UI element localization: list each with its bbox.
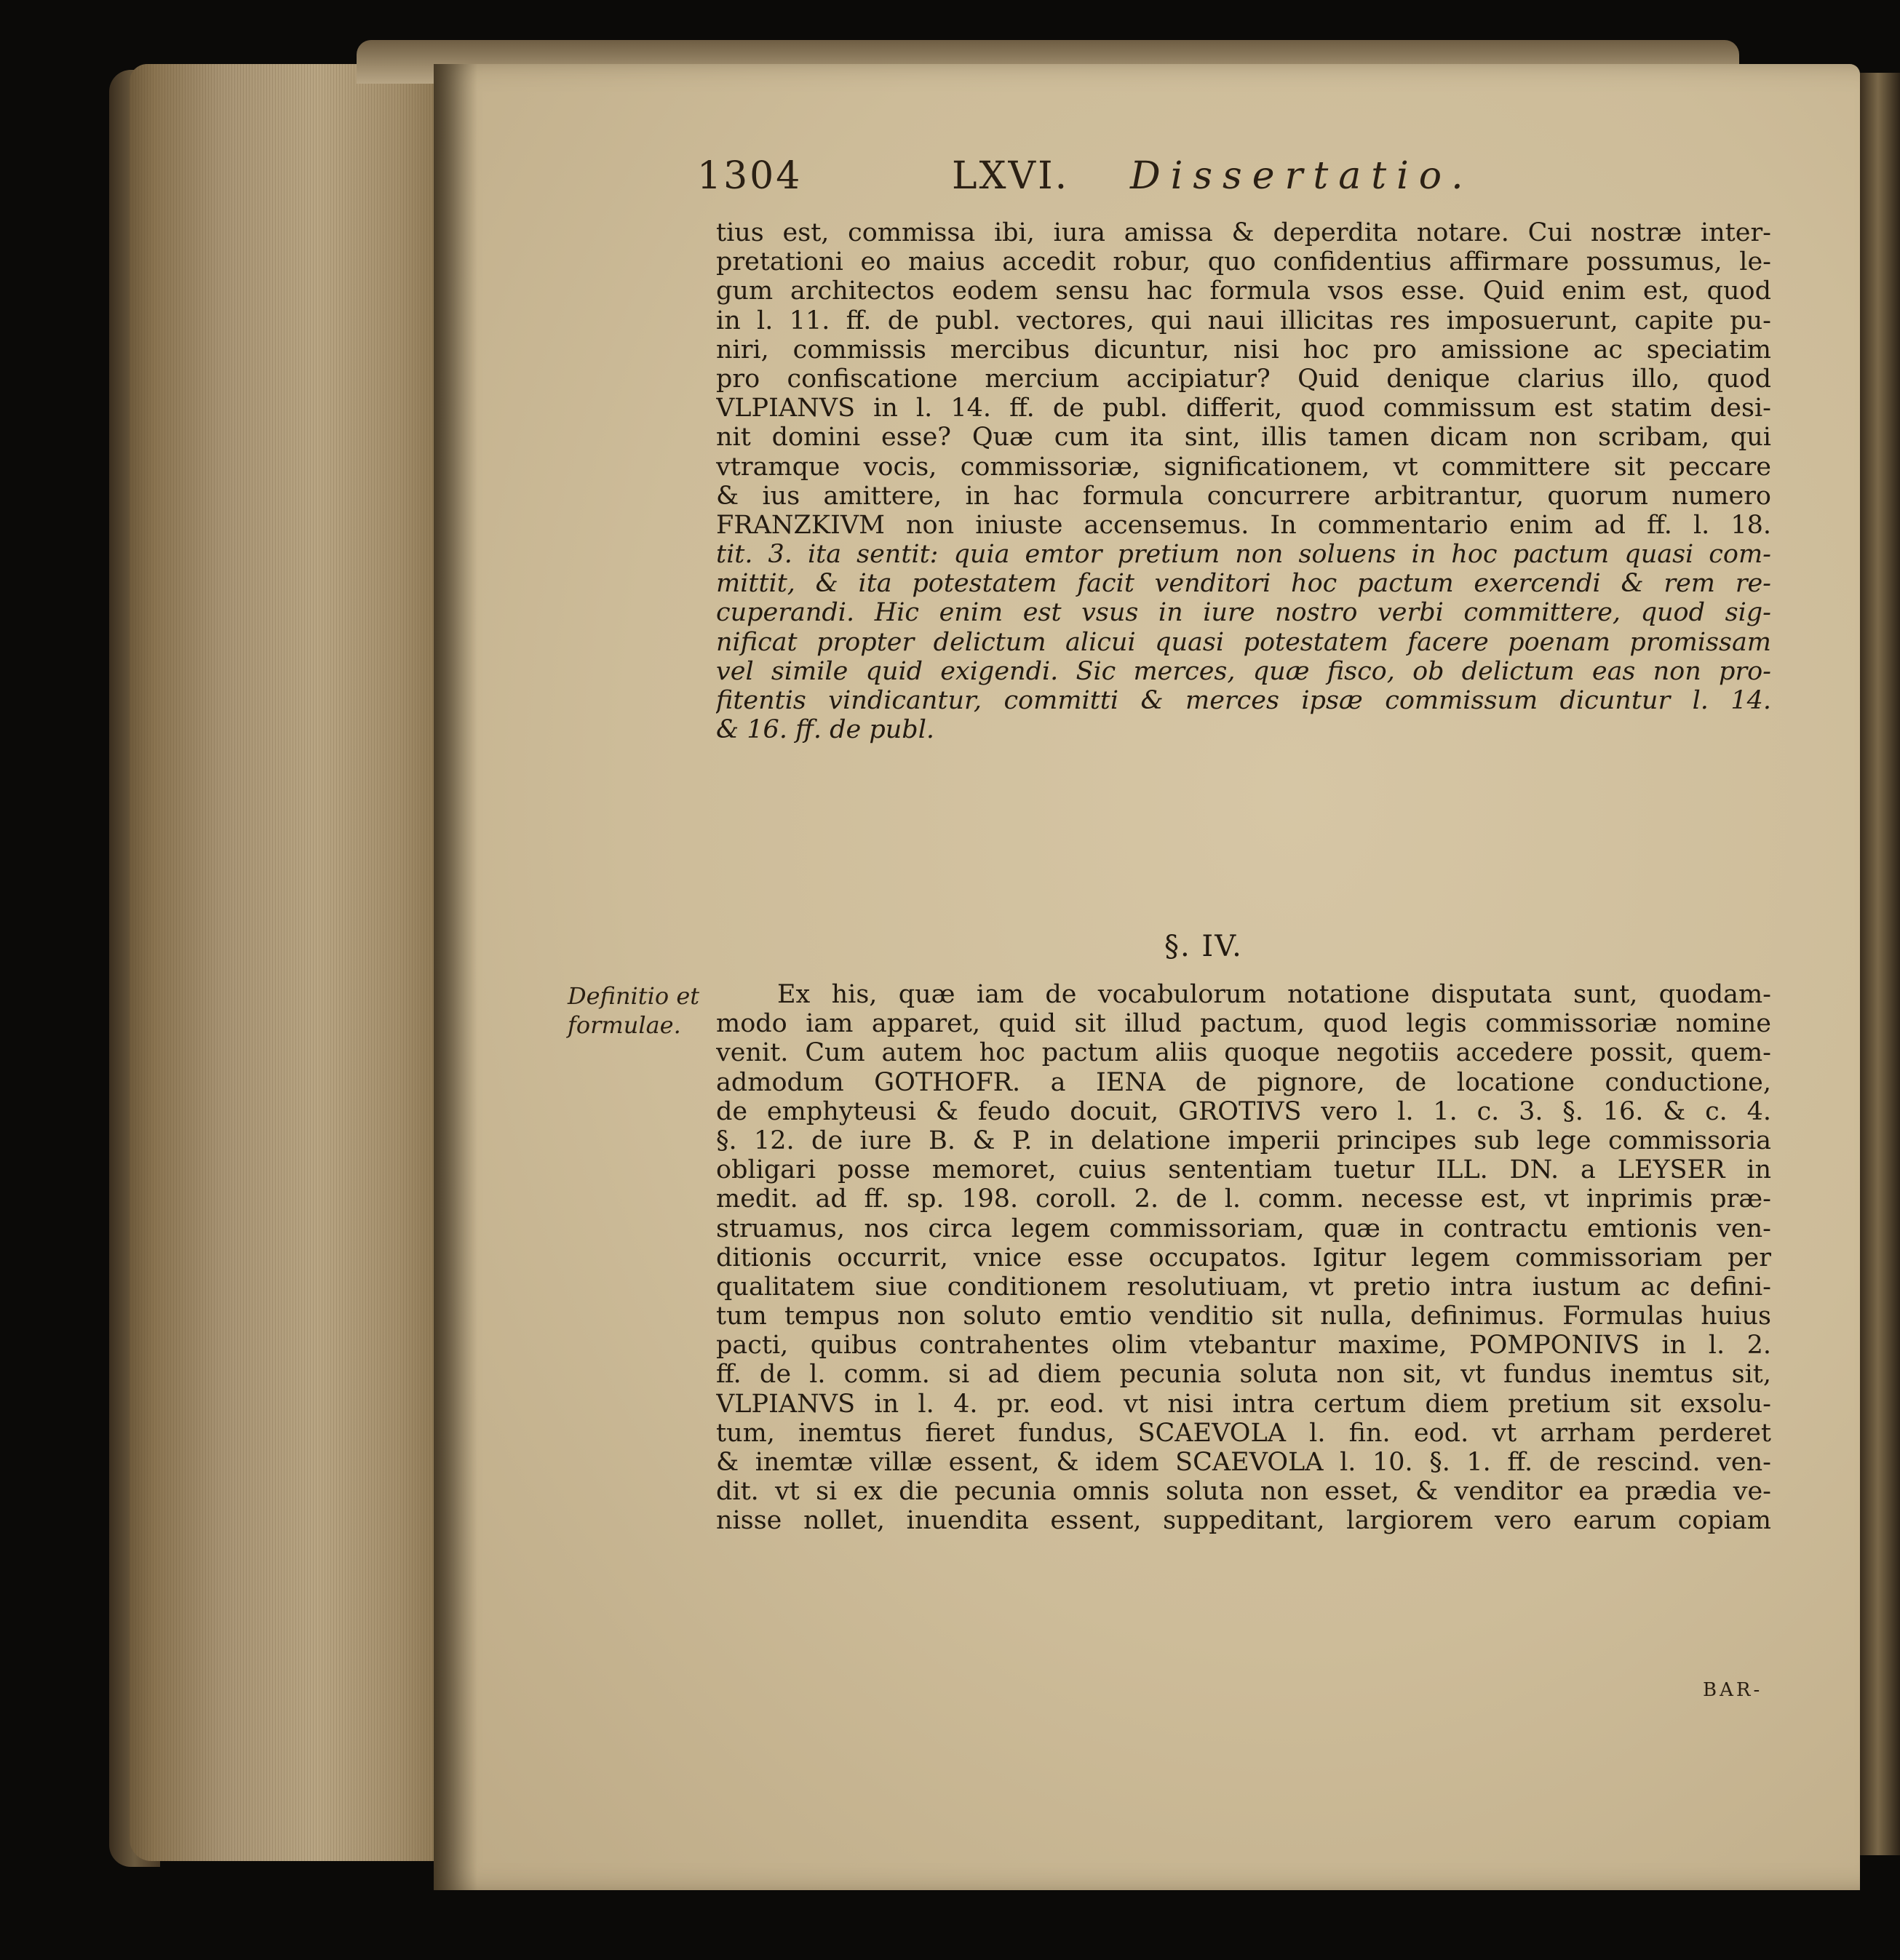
text-line: tit. 3. ita sentit: quia emtor pretium non soluens in hoc pactum quasi com-	[716, 540, 1771, 570]
paragraph-2	[716, 980, 1771, 1536]
text-line: nificat propter delictum alicui quasi potestatem facere poenam promissam	[716, 627, 1771, 657]
text-line: & 16. ff. de publ.	[716, 715, 935, 745]
text-line: ff. de l. comm. si ad diem pecunia soluta non sit, vt fundus inemtus sit,	[716, 1360, 1771, 1390]
text-line: pro confiscatione mercium accipiatur? Quid denique clarius illo, quod	[716, 364, 1771, 394]
text-line: nisse nollet, inuendita essent, suppeditant, largiorem vero earum copiam	[716, 1506, 1771, 1536]
text-line: de emphyteusi & feudo docuit, GROTIVS vero l. 1. c. 3. §. 16. & c. 4.	[716, 1096, 1771, 1126]
text-line: tum tempus non soluto emtio venditio sit nulla, definimus. Formulas huius	[716, 1302, 1771, 1331]
text-line: vtramque vocis, commissoriæ, significationem, vt committere sit peccare	[716, 452, 1771, 482]
text-line: admodum GOTHOFR. a IENA de pignore, de locatione conductione,	[716, 1067, 1771, 1097]
text-line: struamus, nos circa legem commissoriam, quæ in contractu emtionis ven-	[716, 1214, 1771, 1243]
section-heading: §. IV.	[1164, 930, 1243, 963]
text-line: cuperandi. Hic enim est vsus in iure nostro verbi committere, quod sig-	[716, 598, 1771, 628]
text-line: modo iam apparet, quid sit illud pactum, quod legis commissoriæ nomine	[716, 1009, 1771, 1039]
text-line: ditionis occurrit, vnice esse occupatos. Igitur legem commissoriam per	[716, 1243, 1771, 1272]
header-title: Dissertatio.	[1130, 154, 1474, 198]
text-line: Ex his, quæ iam de vocabulorum notatione disputata sunt, quodam-	[777, 980, 1771, 1009]
text-line: fitentis vindicantur, committi & merces ipsæ commissum dicuntur l. 14.	[716, 686, 1771, 715]
text-line: tius est, commissa ibi, iura amissa & deperdita notare. Cui nostræ inter-	[716, 218, 1771, 247]
text-line: & ius amittere, in hac formula concurrere arbitrantur, quorum numero	[716, 481, 1771, 511]
text-line: venit. Cum autem hoc pactum aliis quoque negotiis accedere possit, quem-	[716, 1038, 1771, 1068]
page-number: 1304	[697, 154, 803, 198]
text-line: obligari posse memoret, cuius sententiam tuetur ILL. DN. a LEYSER in	[716, 1155, 1771, 1185]
text-line: & inemtæ villæ essent, & idem SCAEVOLA l. 10. §. 1. ff. de rescind. ven-	[716, 1448, 1771, 1477]
running-header	[697, 154, 1789, 201]
text-line: in l. 11. ff. de publ. vectores, qui naui illicitas res imposuerunt, capite pu-	[716, 306, 1771, 335]
text-line: nit domini esse? Quæ cum ita sint, illis tamen dicam non scribam, qui	[716, 423, 1771, 453]
margin-note-line: Definitio et	[568, 982, 700, 1010]
text-line: mittit, & ita potestatem facit venditori hoc pactum exercendi & rem re-	[716, 569, 1771, 599]
margin-note	[568, 981, 724, 1040]
header-roman-numeral: LXVI.	[952, 154, 1070, 198]
text-line: VLPIANVS in l. 14. ff. de publ. differit, quod commissum est statim desi-	[716, 394, 1771, 423]
text-line: tum, inemtus fieret fundus, SCAEVOLA l. fin. eod. vt arrham perderet	[716, 1418, 1771, 1448]
paragraph-1	[716, 218, 1771, 744]
text-line: VLPIANVS in l. 4. pr. eod. vt nisi intra certum diem pretium sit exsolu-	[716, 1389, 1771, 1419]
page-gutter-shadow	[434, 64, 477, 1890]
text-line: medit. ad ff. sp. 198. coroll. 2. de l. comm. necesse est, vt inprimis præ-	[716, 1184, 1771, 1214]
text-line: gum architectos eodem sensu hac formula vsos esse. Quid enim est, quod	[716, 276, 1771, 306]
text-line: pretationi eo maius accedit robur, quo confidentius affirmare possumus, le-	[716, 247, 1771, 277]
catchword: BAR-	[1703, 1679, 1763, 1701]
text-line: FRANZKIVM non iniuste accensemus. In commentario enim ad ff. l. 18.	[716, 510, 1771, 540]
text-line: pacti, quibus contrahentes olim vtebantur maxime, POMPONIVS in l. 2.	[716, 1331, 1771, 1361]
text-line: qualitatem siue conditionem resolutiuam, vt pretio intra iustum ac defini-	[716, 1272, 1771, 1302]
facing-page-edge	[1860, 73, 1900, 1855]
margin-note-line: formulae.	[568, 1011, 681, 1039]
text-line: vel simile quid exigendi. Sic merces, quæ fisco, ob delictum eas non pro-	[716, 656, 1771, 686]
text-line: dit. vt si ex die pecunia omnis soluta non esset, & venditor ea prædia ve-	[716, 1477, 1771, 1507]
text-line: §. 12. de iure B. & P. in delatione imperii principes sub lege commissoria	[716, 1126, 1771, 1155]
text-line: niri, commissis mercibus dicuntur, nisi hoc pro amissione ac speciatim	[716, 335, 1771, 364]
page-block-fore-edge	[130, 64, 444, 1861]
